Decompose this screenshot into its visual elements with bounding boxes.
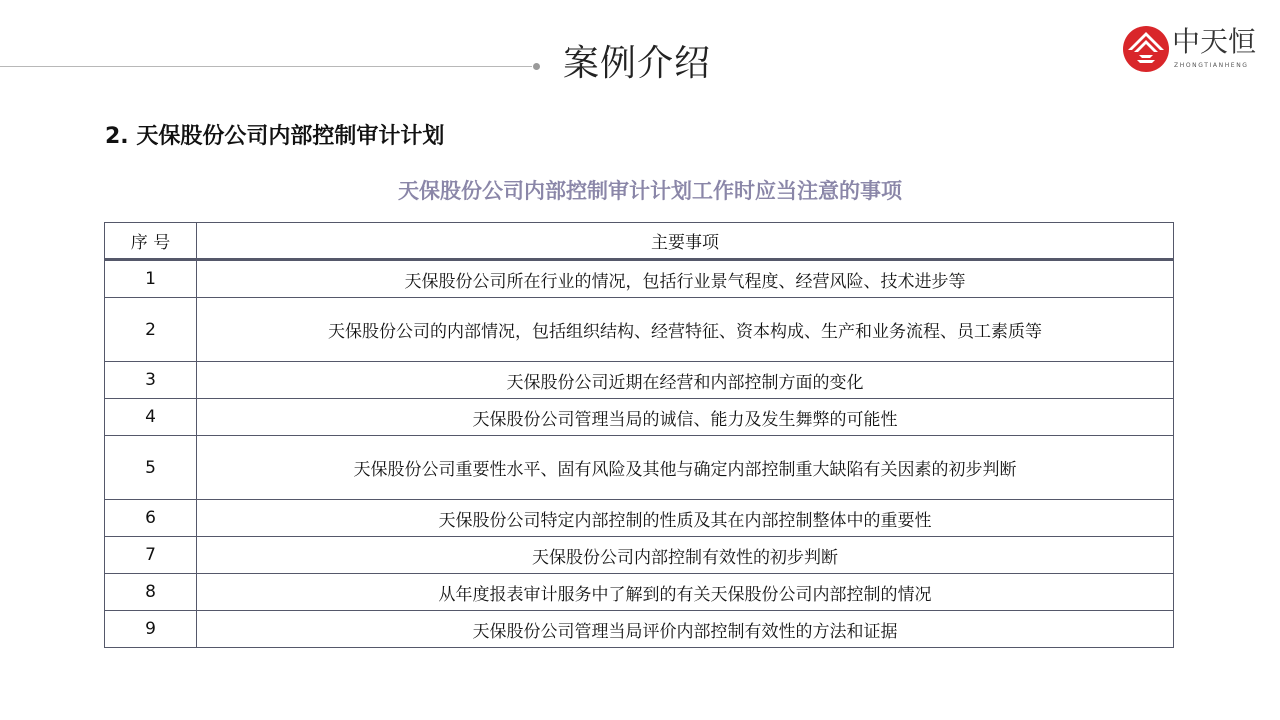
table-row (105, 611, 1174, 648)
row-item: 天保股份公司近期在经营和内部控制方面的变化 (197, 362, 1174, 399)
row-item: 天保股份公司内部控制有效性的初步判断 (197, 537, 1174, 574)
row-number: 2 (105, 298, 197, 362)
row-number: 3 (105, 362, 197, 399)
row-number: 7 (105, 537, 197, 574)
row-item: 从年度报表审计服务中了解到的有关天保股份公司内部控制的情况 (197, 574, 1174, 611)
table-row (105, 537, 1174, 574)
table-row (105, 399, 1174, 436)
row-number: 1 (105, 260, 197, 298)
row-item: 天保股份公司的内部情况，包括组织结构、经营特征、资本构成、生产和业务流程、员工素质等 (197, 298, 1174, 362)
header-dot (533, 63, 540, 70)
matters-table (104, 222, 1174, 648)
row-number: 9 (105, 611, 197, 648)
table-header-row (105, 223, 1174, 260)
table-row (105, 362, 1174, 399)
table-row (105, 500, 1174, 537)
logo-pinyin: ZHONGTIANHENG (1174, 62, 1249, 69)
row-number: 8 (105, 574, 197, 611)
logo-mark-icon (1122, 24, 1170, 74)
row-number: 5 (105, 436, 197, 500)
table-row (105, 260, 1174, 298)
row-number: 4 (105, 399, 197, 436)
row-item: 天保股份公司所在行业的情况，包括行业景气程度、经营风险、技术进步等 (197, 260, 1174, 298)
row-item: 天保股份公司管理当局评价内部控制有效性的方法和证据 (197, 611, 1174, 648)
header-rule (0, 66, 532, 67)
row-number: 6 (105, 500, 197, 537)
section-heading: 2. 天保股份公司内部控制审计计划 (105, 124, 445, 149)
table-caption: 天保股份公司内部控制审计计划工作时应当注意的事项 (398, 179, 902, 203)
row-item: 天保股份公司特定内部控制的性质及其在内部控制整体中的重要性 (197, 500, 1174, 537)
column-header-number: 序 号 (105, 223, 197, 260)
table-row (105, 574, 1174, 611)
table-row (105, 436, 1174, 500)
column-header-item: 主要事项 (197, 223, 1174, 260)
table-row (105, 298, 1174, 362)
row-item: 天保股份公司重要性水平、固有风险及其他与确定内部控制重大缺陷有关因素的初步判断 (197, 436, 1174, 500)
slide-title: 案例介绍 (563, 43, 712, 84)
logo-text: 中天恒 (1172, 25, 1257, 58)
company-logo (1122, 22, 1262, 78)
row-item: 天保股份公司管理当局的诚信、能力及发生舞弊的可能性 (197, 399, 1174, 436)
